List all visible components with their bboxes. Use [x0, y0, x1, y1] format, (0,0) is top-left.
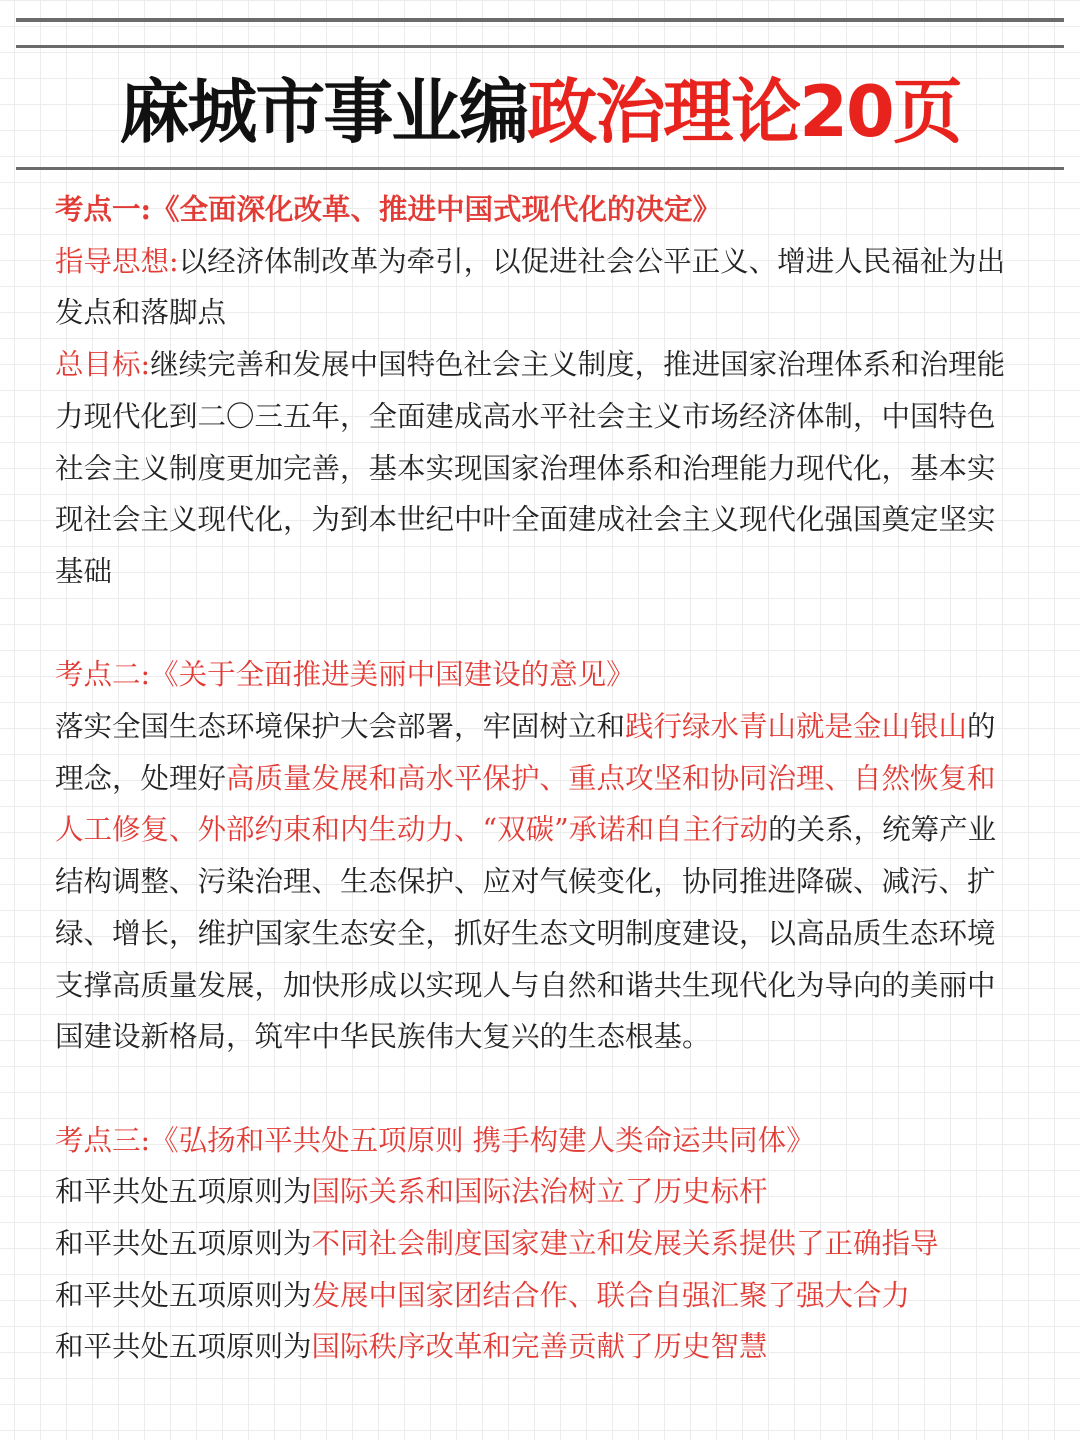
- section3-item: [55, 1270, 1023, 1322]
- goal-label: 总目标:: [55, 348, 151, 382]
- section1-guide-paragraph: [55, 236, 1023, 339]
- section3-item-prefix: 和平共处五项原则为: [55, 1227, 312, 1261]
- section3-item-prefix: 和平共处五项原则为: [55, 1330, 312, 1364]
- section3-heading: 考点三:《弘扬和平共处五项原则 携手构建人类命运共同体》: [55, 1123, 815, 1157]
- section-spacer: [55, 1063, 1023, 1115]
- document-body: [55, 184, 1023, 1373]
- section2-heading: 考点二:《关于全面推进美丽中国建设的意见》: [55, 658, 635, 692]
- section2-text-3: 的关系，统筹产业结构调整、污染治理、生态保护、应对气候变化，协同推进降碳、减污、扩绿、增长，维护国家生态安全，抓好生态文明制度建设，以高品质生态环境支撑高质量发展，加快形成以实现人与自然和谐共生现代化为导向的美丽中国建设新格局，筑牢中华民族伟大复兴的生态根基。: [55, 813, 997, 1054]
- title-red-part: 政治理论20页: [527, 71, 961, 153]
- section2-paragraph: [55, 701, 1023, 1063]
- title-black-part: 麻城市事业编: [119, 71, 528, 153]
- section-spacer: [55, 598, 1023, 650]
- section1-heading: 考点一:《全面深化改革、推进中国式现代化的决定》: [55, 192, 722, 226]
- section3-item: [55, 1166, 1023, 1218]
- section2-highlight-2: 高质量发展和高水平保护、重点攻坚和协同治理、自然恢复和人工修复、外部约束和内生动力、“双碳”承诺和自主行动: [55, 761, 996, 847]
- section3-item-highlight: 发展中国家团结合作、联合自强汇聚了强大合力: [311, 1278, 911, 1312]
- top-border-line: [16, 18, 1064, 22]
- section3-item-prefix: 和平共处五项原则为: [55, 1175, 312, 1209]
- section2-text-2: 的理念，处理好: [55, 710, 996, 795]
- section3-item-highlight: 国际秩序改革和完善贡献了历史智慧: [311, 1330, 768, 1364]
- section3-item-prefix: 和平共处五项原则为: [55, 1278, 312, 1312]
- title-top-rule: [16, 45, 1064, 48]
- section3-item: [55, 1321, 1023, 1373]
- section2-text-1: 落实全国生态环境保护大会部署，牢固树立和: [55, 710, 626, 744]
- goal-text: 继续完善和发展中国特色社会主义制度，推进国家治理体系和治理能力现代化到二〇三五年，全面建成高水平社会主义市场经济体制，中国特色社会主义制度更加完善，基本实现国家治理体系和治理能力现代化，基本实现社会主义现代化，为到本世纪中叶全面建成社会主义现代化强国奠定坚实基础: [55, 348, 1006, 588]
- guide-text: 以经济体制改革为牵引，以促进社会公平正义、增进人民福祉为出发点和落脚点: [55, 244, 1006, 330]
- section1-goal-paragraph: [55, 339, 1023, 598]
- page-title: [0, 64, 1080, 160]
- section3-item: [55, 1218, 1023, 1270]
- guide-label: 指导思想:: [55, 244, 179, 278]
- title-bottom-rule: [16, 167, 1064, 170]
- section2-highlight-1: 践行绿水青山就是金山银山: [625, 710, 968, 744]
- section3-item-highlight: 国际关系和国际法治树立了历史标杆: [311, 1175, 768, 1209]
- section3-item-highlight: 不同社会制度国家建立和发展关系提供了正确指导: [311, 1227, 939, 1261]
